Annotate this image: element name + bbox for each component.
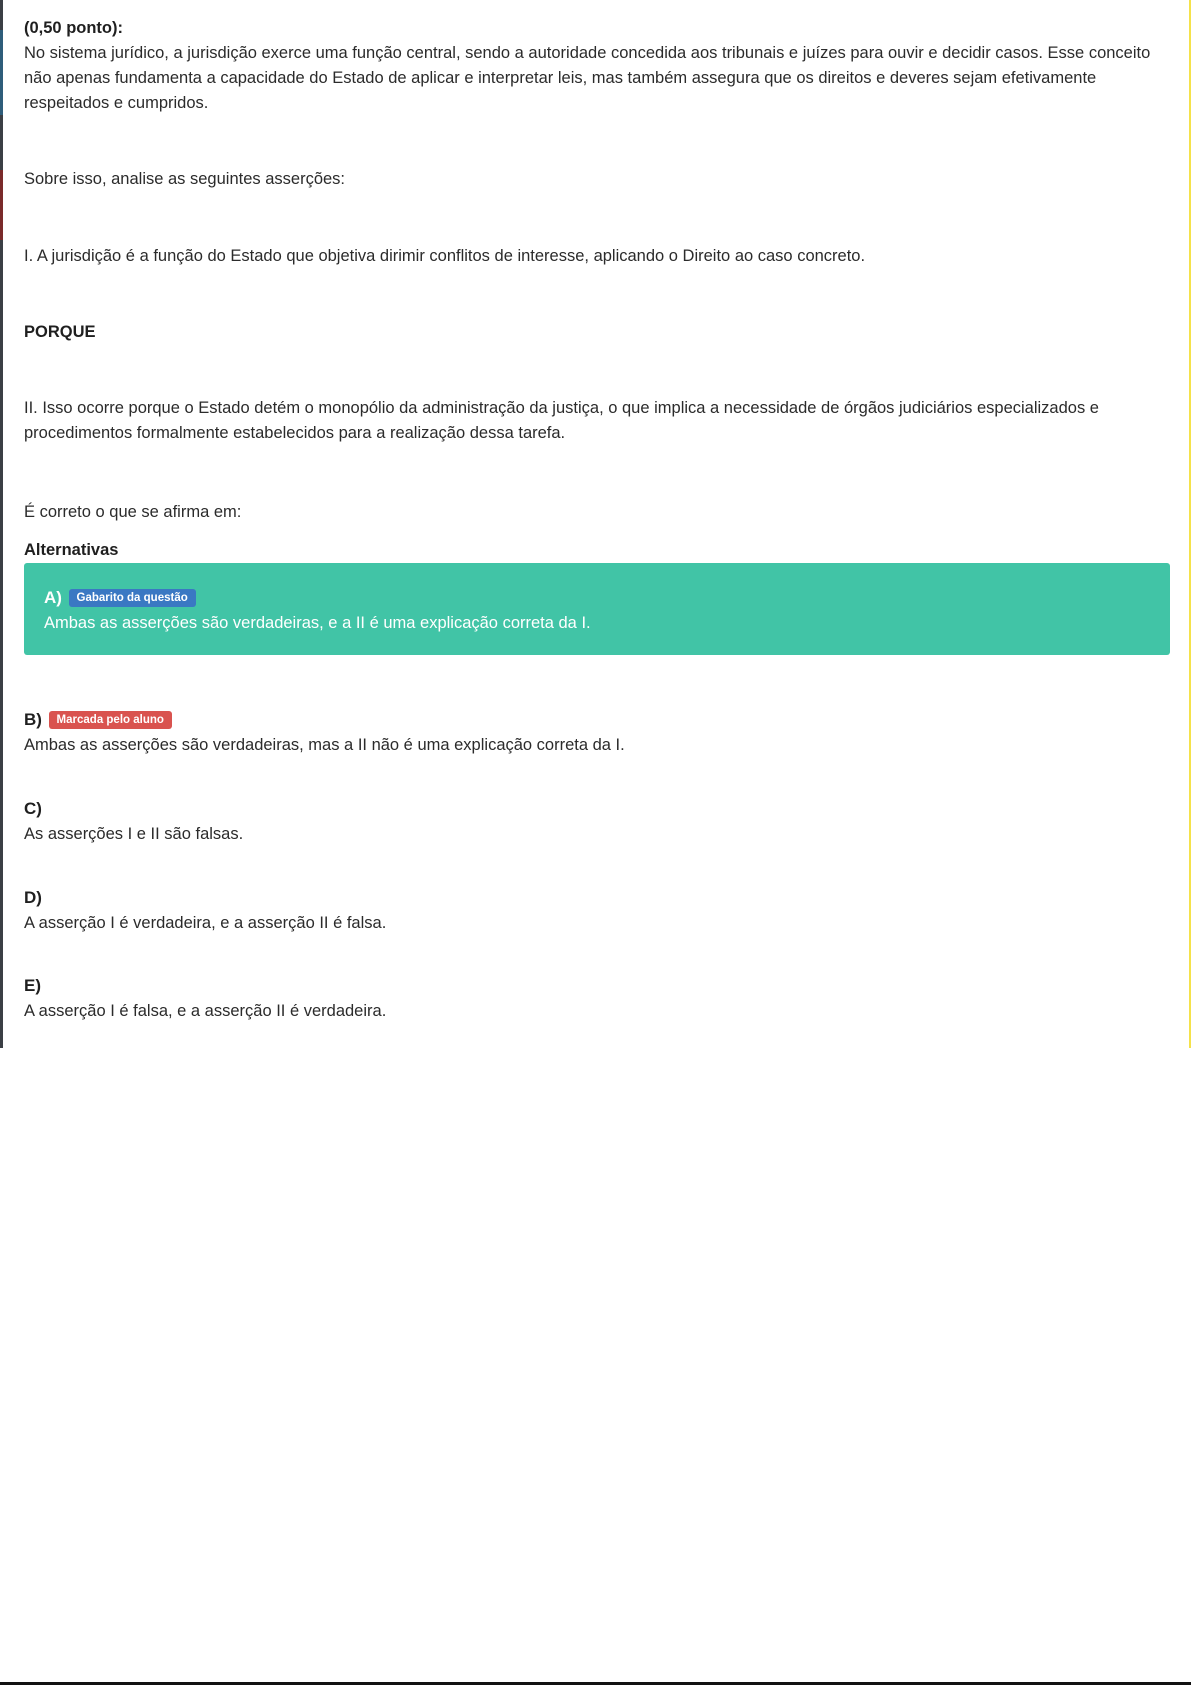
option-letter: C) [24,799,42,818]
option-text: Ambas as asserções são verdadeiras, e a II é uma explicação correta da I. [44,614,591,632]
option-text: A asserção I é falsa, e a asserção II é verdadeira. [24,1002,387,1020]
option-letter: A) [44,588,62,607]
student-marked-badge: Marcada pelo aluno [49,711,172,729]
option-letter: D) [24,888,42,907]
option-text: As asserções I e II são falsas. [24,825,244,843]
option-c[interactable] [24,796,1170,847]
question-header [24,16,1170,116]
assertion-2: II. Isso ocorre porque o Estado detém o monopólio da administração da justiça, o que implica a necessidade de órgãos judiciários especializados e procedimentos formalmente estabelecidos para a realização dessa tarefa. [24,399,1099,442]
window-edge-segment [0,170,3,240]
question-points: (0,50 ponto): [24,19,123,37]
option-text: A asserção I é verdadeira, e a asserção II é falsa. [24,914,387,932]
option-b[interactable] [24,707,1170,758]
answer-key-badge: Gabarito da questão [69,589,196,607]
option-letter: E) [24,976,41,995]
alternatives-heading: Alternativas [24,541,119,559]
option-text: Ambas as asserções são verdadeiras, mas a II não é uma explicação correta da I. [24,736,625,754]
option-e[interactable] [24,973,1170,1024]
question-intro: No sistema jurídico, a jurisdição exerce uma função central, sendo a autoridade concedida aos tribunais e juízes para ouvir e decidir casos. Esse conceito não apenas fundamenta a capacidade do Estado de aplicar e interpretar leis, mas também assegura que os direitos e deveres sejam efetivamente respeitados e cumpridos. [24,44,1151,112]
option-letter: B) [24,710,42,729]
window-edge-left [0,0,3,1048]
question-prompt: Sobre isso, analise as seguintes asserções: [24,170,346,188]
window-edge-segment [0,30,3,115]
assertion-1: I. A jurisdição é a função do Estado que objetiva dirimir conflitos de interesse, aplicando o Direito ao caso concreto. [24,247,866,265]
option-a-correct[interactable] [24,563,1170,655]
option-d[interactable] [24,885,1170,936]
assertion-connector: PORQUE [24,323,96,341]
question-ask: É correto o que se afirma em: [24,503,242,521]
